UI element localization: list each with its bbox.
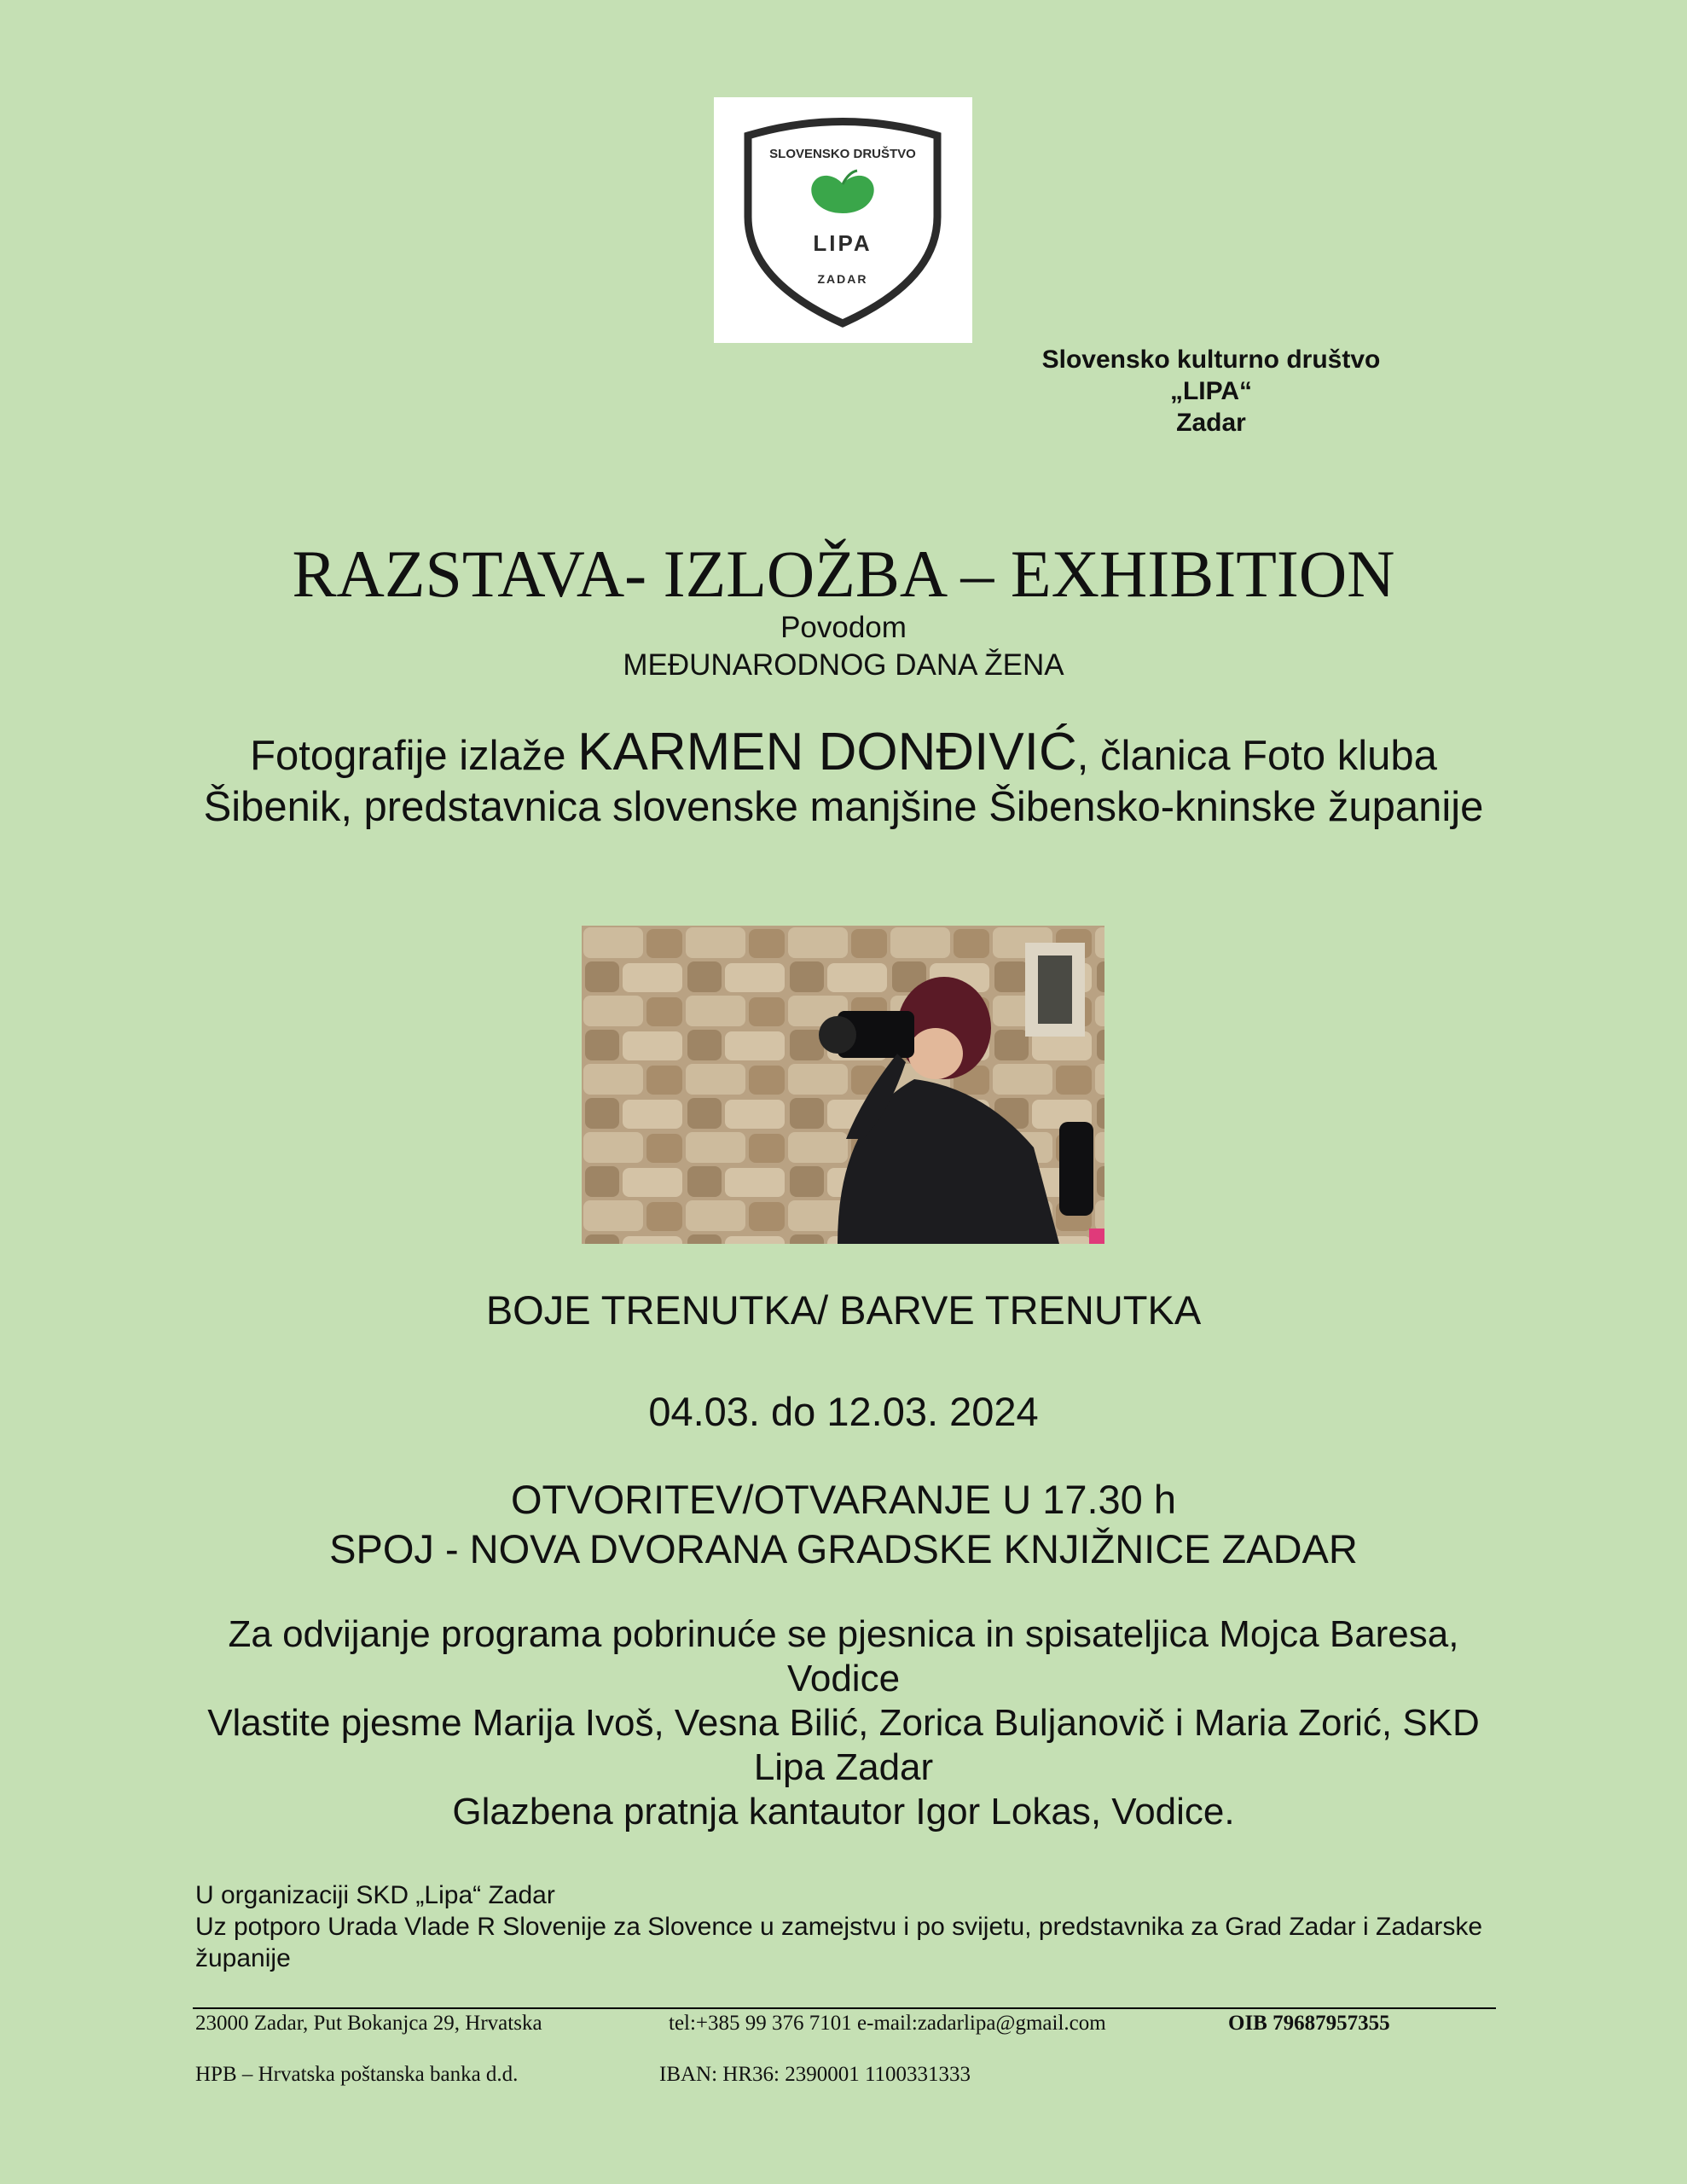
organizer-line: U organizaciji SKD „Lipa“ Zadar [195,1881,555,1909]
shield-emblem [714,97,972,343]
artist-photo [582,926,1104,1244]
organizer-block [195,1879,1526,1974]
organization-block [981,344,1441,439]
program-line: Glazbena pratnja kantautor Igor Lokas, Vodice. [452,1791,1235,1833]
page-title: RAZSTAVA- IZLOŽBA – EXHIBITION [292,537,1395,611]
footer-divider [193,2007,1496,2009]
logo-top-text: SLOVENSKO DRUŠTVO [769,147,916,161]
footer-contact: tel:+385 99 376 7101 e-mail:zadarlipa@gmail.com [669,2012,1106,2035]
footer-bank: HPB – Hrvatska poštanska banka d.d. [195,2063,519,2086]
footer-iban: IBAN: HR36: 2390001 1100331333 [659,2063,971,2086]
program-line: Vlastite pjesme Marija Ivoš, Vesna Bilić, Zorica Buljanovič i Maria Zorić, SKD Lipa Zadar [207,1702,1480,1788]
intro-prefix: Fotografije izlaže [250,733,578,779]
society-logo [714,97,972,343]
sponsor-line: Uz potporo Urada Vlade R Slovenije za Slovence u zamejstvu i po svijetu, predstavnika za Grad Zadar i Zadarske županije [195,1913,1483,1972]
exhibition-dates: 04.03. do 12.03. 2024 [648,1389,1039,1434]
org-name: Slovensko kulturno društvo [1041,346,1381,374]
occasion-text: MEĐUNARODNOG DANA ŽENA [623,648,1064,682]
footer-address: 23000 Zadar, Put Bokanjca 29, Hrvatska [195,2012,542,2035]
occasion-prefix: Povodom [780,611,907,644]
artist-name: KARMEN DONĐIVIĆ [577,723,1077,781]
venue: SPOJ - NOVA DVORANA GRADSKE KNJIŽNICE ZADAR [329,1526,1358,1571]
footer-oib: OIB 79687957355 [1228,2012,1390,2035]
logo-name: LIPA [813,230,872,256]
program-line: Za odvijanje programa pobrinuće se pjesnica in spisateljica Mojca Baresa, Vodice [228,1613,1459,1699]
org-city: Zadar [1176,409,1246,437]
program-block [171,1612,1516,1834]
opening-time: OTVORITEV/OTVARANJE U 17.30 h [510,1477,1177,1522]
logo-city: ZADAR [817,272,868,286]
exhibition-title: BOJE TRENUTKA/ BARVE TRENUTKA [485,1287,1202,1333]
org-lipa: „LIPA“ [1169,377,1253,405]
intro-suffix: , članica Foto kluba Šibenik, predstavnica slovenske manjšine Šibensko-kninske županije [203,733,1484,830]
artist-intro [171,723,1516,833]
